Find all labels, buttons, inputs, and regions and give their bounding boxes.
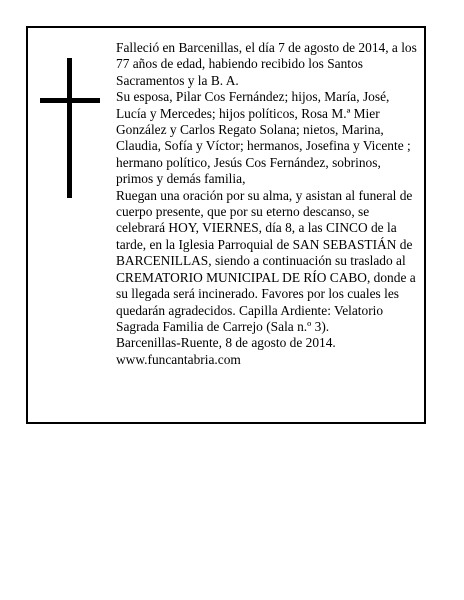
cross-horizontal-bar — [40, 98, 100, 103]
cross-vertical-bar — [67, 58, 72, 198]
death-announcement: Falleció en Barcenillas, el día 7 de agosto de 2014, a los 77 años de edad, habiendo recibido los Santos Sacramentos y la B. A. — [116, 40, 417, 88]
latin-cross-icon — [40, 58, 100, 198]
website: www.funcantabria.com — [116, 351, 241, 367]
funeral-details: Ruegan una oración por su alma, y asistan al funeral de cuerpo presente, que por su eterno descanso, se celebrará HOY, VIERNES, día 8, a las CINCO de la tarde, en la Iglesia Parroquial de SAN SEBASTIÁN de BARCENILLAS, siendo a continuación su traslado al CREMATORIO MUNICIPAL DE RÍO CABO, donde a su llegada será incinerado. Favores por los cuales les quedarán agradecidos. Capilla Ardiente: Velatorio Sagrada Familia de Carrejo (Sala n.º 3). — [116, 187, 416, 334]
obituary-text — [116, 40, 420, 368]
place-date: Barcenillas-Ruente, 8 de agosto de 2014. — [116, 335, 336, 351]
family-list: Su esposa, Pilar Cos Fernández; hijos, María, José, Lucía y Mercedes; hijos políticos, Rosa M.ª Mier González y Carlos Regato Solana; nietos, Marina, Claudia, Sofía y Víctor; hermanos, Josefina y Vicente ; hermano político, Jesús Cos Fernández, sobrinos, primos y demás familia, — [116, 89, 411, 187]
obituary-notice — [26, 26, 426, 424]
